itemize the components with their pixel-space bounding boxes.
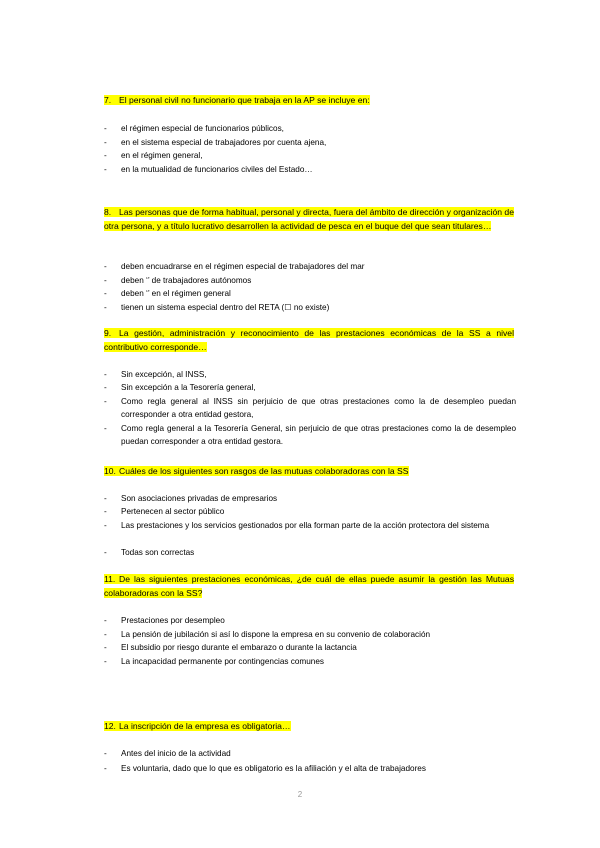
question-text: El personal civil no funcionario que trabaja en la AP se incluye en: bbox=[119, 95, 370, 105]
question-10 bbox=[104, 464, 514, 478]
option: - deben ‘’ en el régimen general bbox=[104, 289, 231, 298]
question-7 bbox=[104, 93, 514, 107]
question-number: 7. bbox=[104, 95, 112, 105]
question-number: 9. bbox=[104, 328, 112, 338]
option: - Como regla general al INSS sin perjuicio de que otras prestaciones como la de desempleo puedan corresponder a otra entidad gestora, bbox=[104, 397, 516, 419]
question-text: De las siguientes prestaciones económicas, ¿de cuál de ellas puede asumir la gestión las Mutuas colaboradoras con la SS? bbox=[104, 574, 514, 598]
question-number: 8. bbox=[104, 207, 112, 217]
option: - Es voluntaria, dado que lo que es obligatorio es la afiliación y el alta de trabajadores bbox=[104, 764, 426, 773]
option: - Como regla general a la Tesorería General, sin perjuicio de que otras prestaciones como la de desempleo puedan corresponder a otra entidad gestora. bbox=[104, 424, 516, 446]
option: - La incapacidad permanente por contingencias comunes bbox=[104, 657, 325, 666]
question-text: La inscripción de la empresa es obligatoria… bbox=[119, 721, 291, 731]
question-8 bbox=[104, 205, 514, 233]
option: - El subsidio por riesgo durante el embarazo o durante la lactancia bbox=[104, 643, 357, 652]
option: - Son asociaciones privadas de empresarios bbox=[104, 494, 278, 503]
option: - el régimen especial de funcionarios públicos, bbox=[104, 124, 284, 133]
question-12 bbox=[104, 719, 514, 733]
option: - tienen un sistema especial dentro del RETA (☐ no existe) bbox=[104, 303, 330, 312]
option: - Prestaciones por desempleo bbox=[104, 616, 225, 625]
option: - La pensión de jubilación si así lo dispone la empresa en su convenio de colaboración bbox=[104, 630, 431, 639]
option: - Antes del inicio de la actividad bbox=[104, 749, 231, 758]
page-number: 2 bbox=[297, 790, 303, 799]
option: - deben ‘’ de trabajadores autónomos bbox=[104, 276, 252, 285]
question-text: Las personas que de forma habitual, personal y directa, fuera del ámbito de dirección y organización de otra persona, y a título lucrativo desarrollen la actividad de pesca en el buque del que sean titulares… bbox=[104, 207, 514, 231]
option: - en el sistema especial de trabajadores por cuenta ajena, bbox=[104, 138, 327, 147]
question-number: 12. bbox=[104, 721, 116, 731]
question-text: Cuáles de los siguientes son rasgos de las mutuas colaboradoras con la SS bbox=[119, 466, 409, 476]
option: - en el régimen general, bbox=[104, 151, 203, 160]
question-9 bbox=[104, 326, 514, 354]
question-text: La gestión, administración y reconocimiento de las prestaciones económicas de la SS a nivel contributivo corresponde… bbox=[104, 328, 514, 352]
question-11 bbox=[104, 572, 514, 600]
option: - Las prestaciones y los servicios gestionados por ella forman parte de la acción protectora del sistema bbox=[104, 521, 490, 530]
question-number: 11. bbox=[104, 574, 116, 584]
option: - Sin excepción a la Tesorería general, bbox=[104, 383, 256, 392]
option: - Pertenecen al sector público bbox=[104, 507, 225, 516]
option: - Sin excepción, al INSS, bbox=[104, 370, 207, 379]
question-number: 10. bbox=[104, 466, 116, 476]
option: - en la mutualidad de funcionarios civiles del Estado… bbox=[104, 165, 313, 174]
option: - Todas son correctas bbox=[104, 548, 195, 557]
option: - deben encuadrarse en el régimen especial de trabajadores del mar bbox=[104, 262, 365, 271]
